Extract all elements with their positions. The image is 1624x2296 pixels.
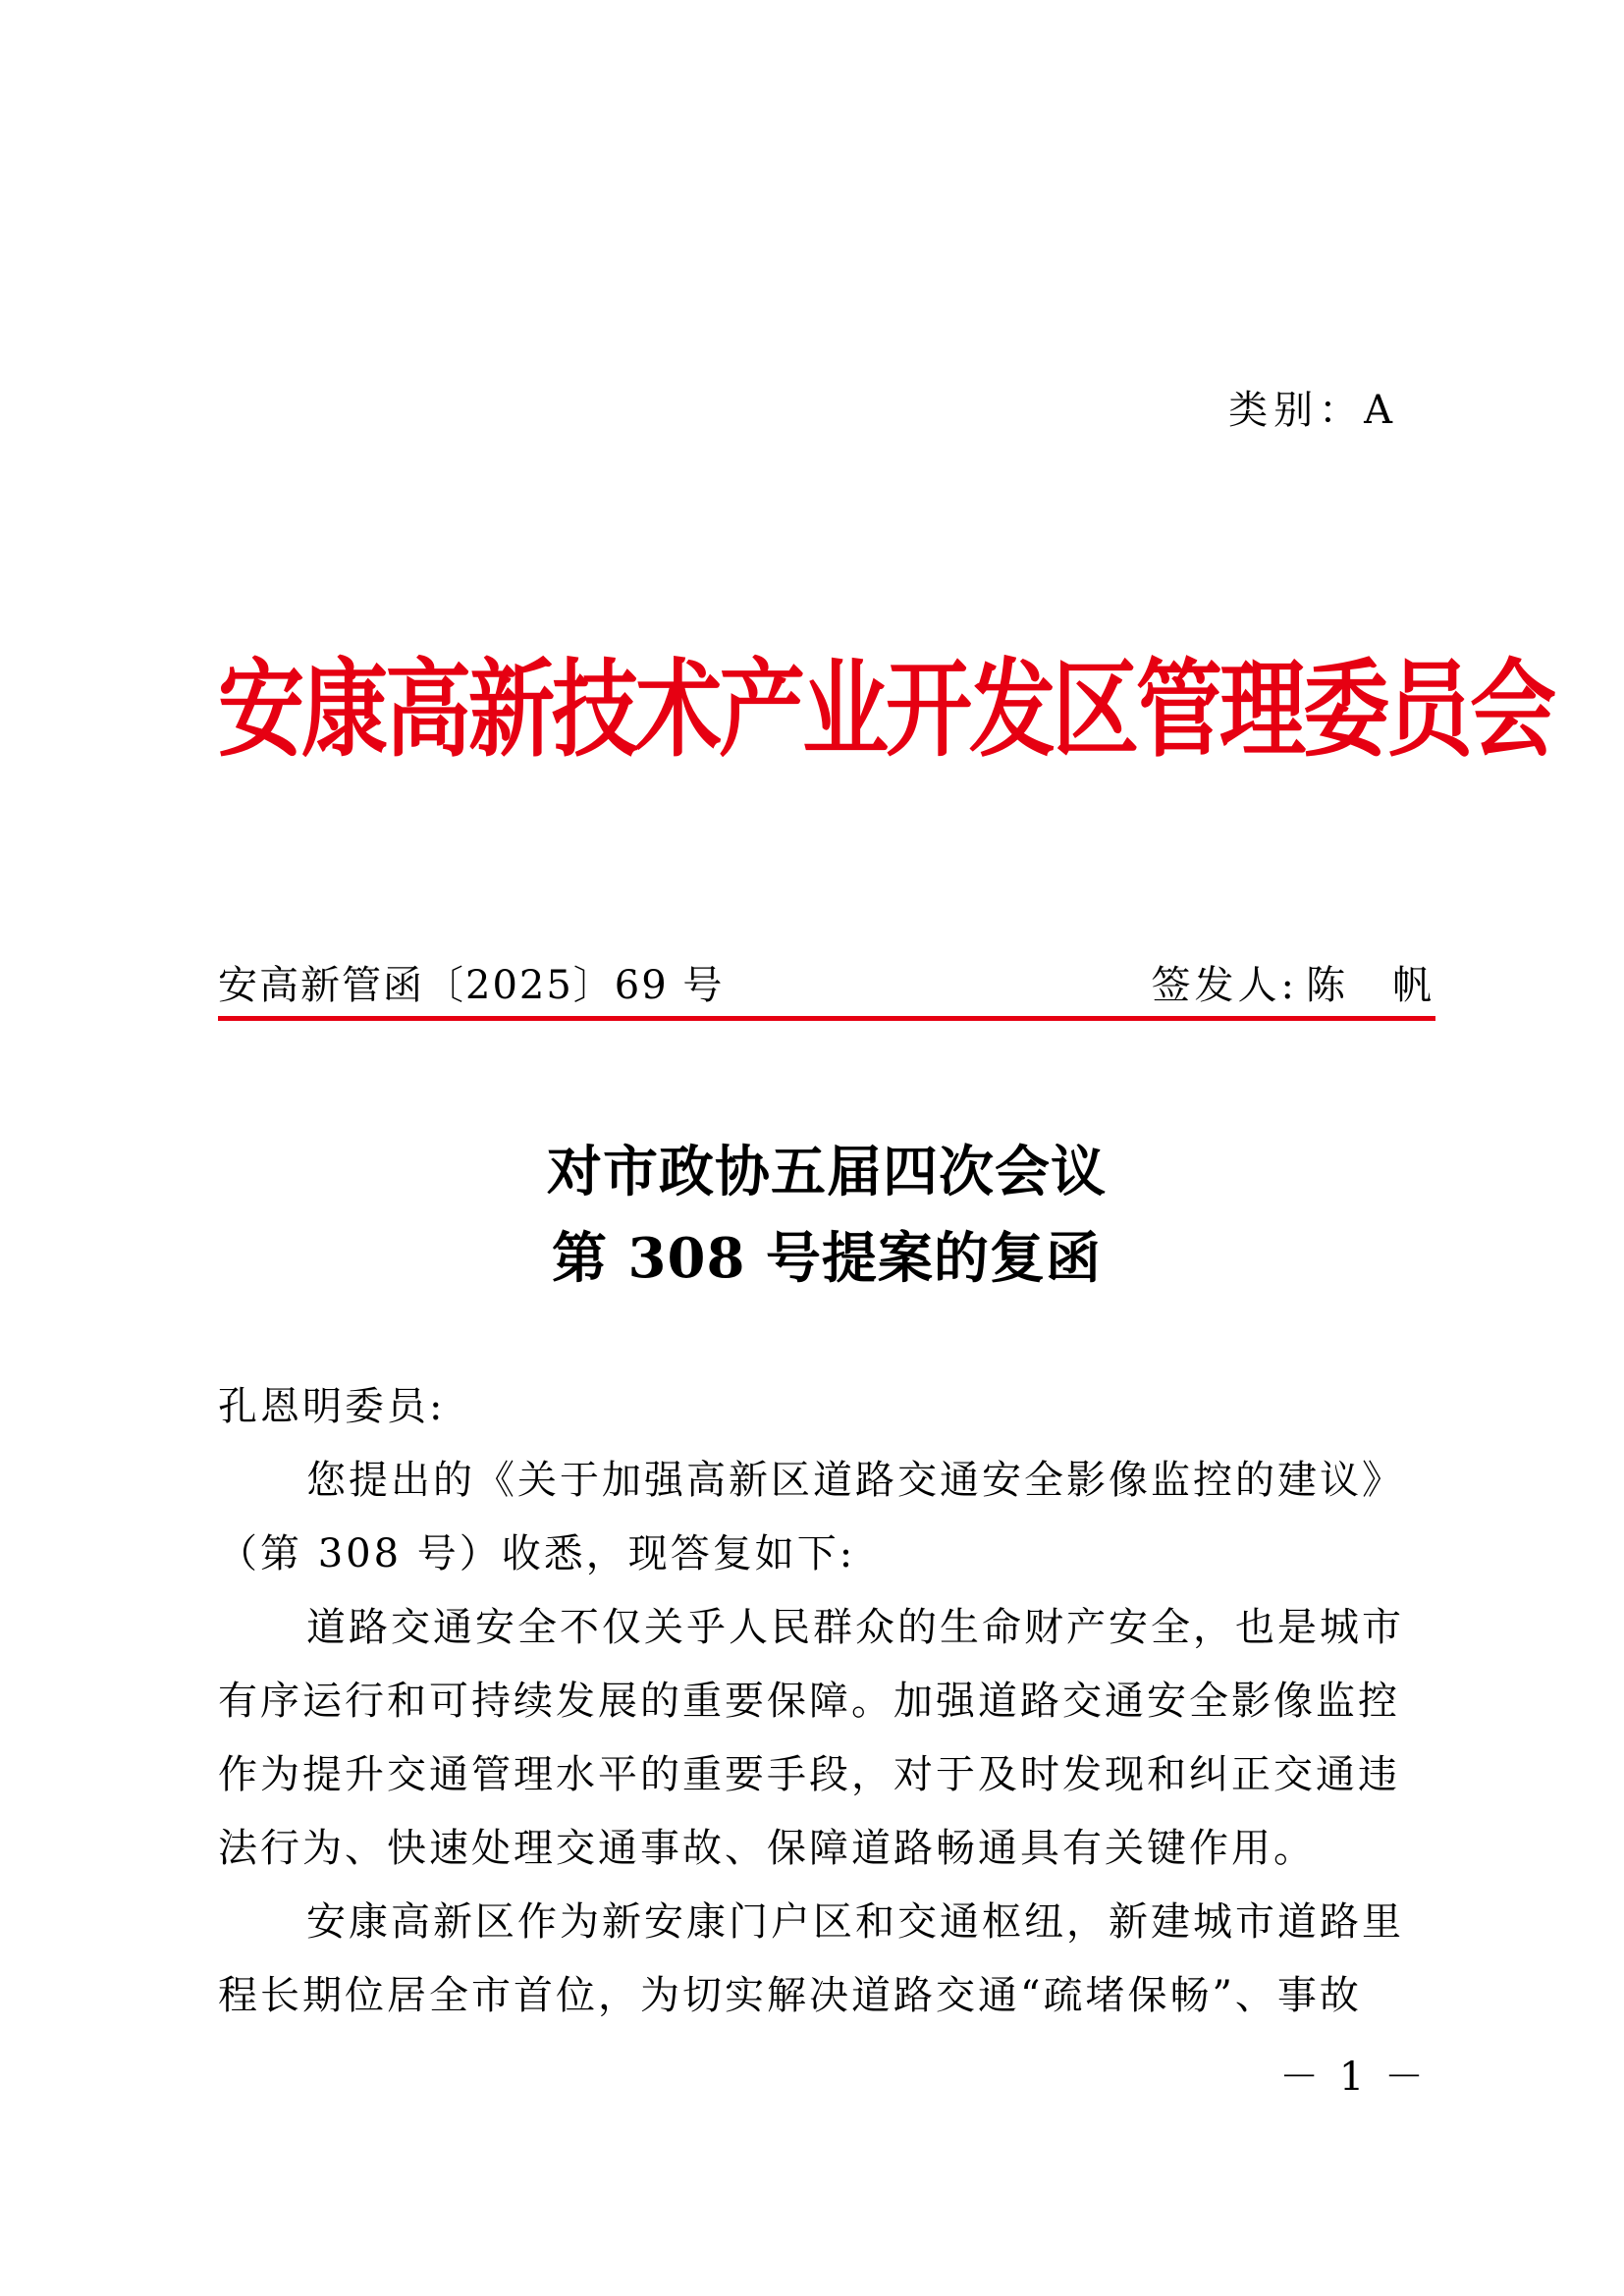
page-number: － 1 － — [1279, 2055, 1428, 2100]
paragraph-2 — [218, 1591, 1435, 1886]
paragraph-3 — [218, 1886, 1435, 2033]
signer-name: 陈 帆 — [1306, 963, 1435, 1008]
document-title-line-2: 第 308 号提案的复函 — [552, 1226, 1102, 1291]
issuer-header: 安康高新技术产业开发区管理委员会 — [218, 646, 1554, 772]
paragraph-line: 作为提升交通管理水平的重要手段，对于及时发现和纠正交通违 — [218, 1752, 1400, 1797]
paragraph-line: 程长期位居全市首位，为切实解决道路交通“疏堵保畅”、事故 — [218, 1973, 1362, 2018]
paragraph-line: 道路交通安全不仅关乎人民群众的生命财产安全，也是城市 — [306, 1605, 1404, 1650]
paragraph-line: （第 308 号）收悉，现答复如下: — [218, 1531, 856, 1576]
paragraph-line: 您提出的《关于加强高新区道路交通安全影像监控的建议》 — [306, 1458, 1404, 1503]
paragraph-line: 安康高新区作为新安康门户区和交通枢纽，新建城市道路里 — [306, 1899, 1404, 1945]
paragraph-1 — [218, 1444, 1435, 1591]
signer — [1152, 954, 1435, 1010]
document-title-line-1: 对市政协五届四次会议 — [547, 1140, 1107, 1204]
signer-label: 签发人: — [1151, 963, 1298, 1008]
paragraph-line: 法行为、快速处理交通事故、保障道路畅通具有关键作用。 — [218, 1826, 1316, 1871]
paragraph-line: 有序运行和可持续发展的重要保障。加强道路交通安全影像监控 — [218, 1679, 1400, 1724]
document-category: 类别：A — [1228, 388, 1398, 433]
document-meta-row — [218, 954, 1435, 1010]
salutation: 孔恩明委员: — [218, 1384, 446, 1429]
red-divider-line — [218, 1016, 1435, 1021]
document-number: 安高新管函〔2025〕69 号 — [218, 963, 725, 1008]
